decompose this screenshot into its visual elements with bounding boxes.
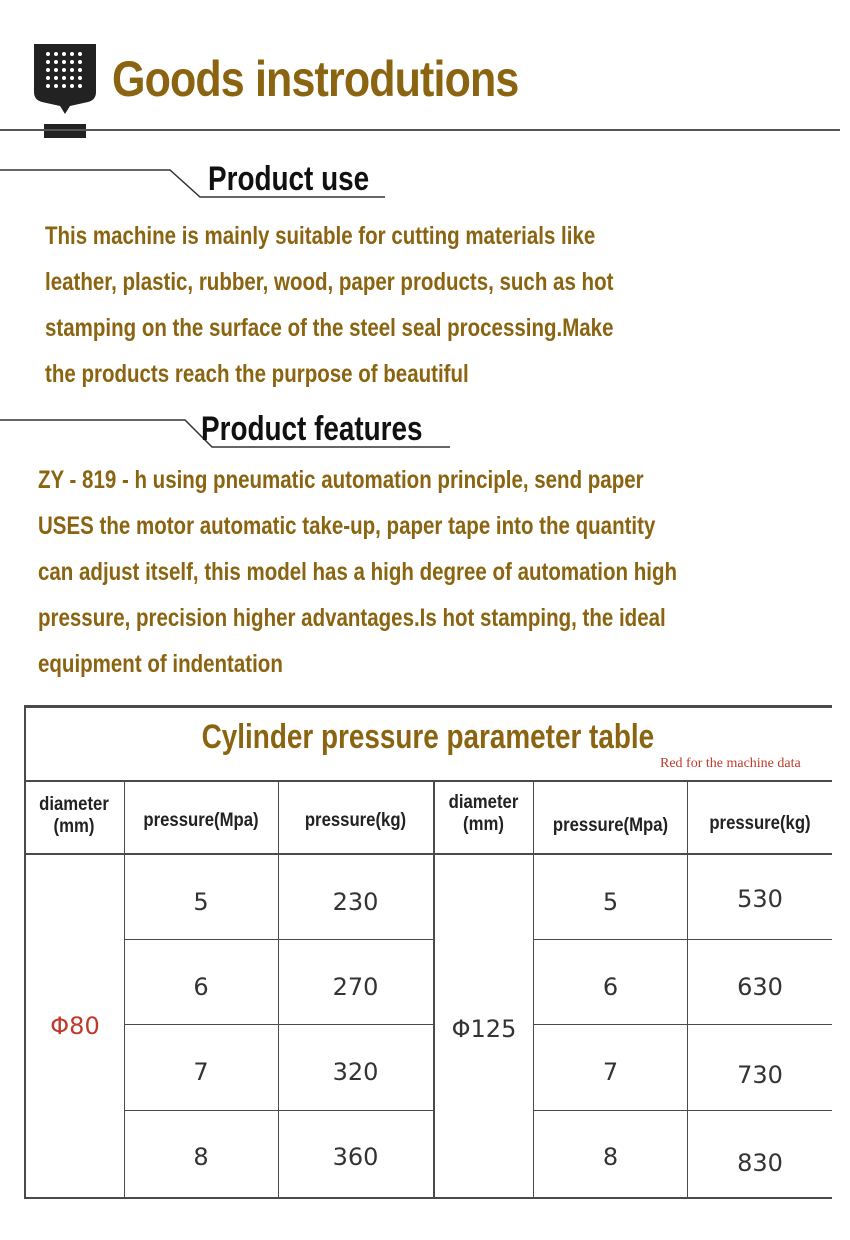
header-pressure-mpa: pressure(Mpa) <box>552 815 669 836</box>
table-rule <box>124 1024 434 1025</box>
header-divider <box>0 129 840 131</box>
diameter-cell: Φ80 <box>50 1012 100 1040</box>
table-cell-kg: 730 <box>737 1061 783 1089</box>
table-cell-kg: 360 <box>332 1143 379 1171</box>
cylinder-pressure-table <box>0 690 850 1240</box>
product-features-line: can adjust itself, this model has a high degree of automation high <box>38 558 677 586</box>
table-border-top <box>24 705 832 708</box>
table-cell-mpa: 5 <box>193 888 209 916</box>
product-features-line: equipment of indentation <box>38 650 283 678</box>
product-features-line: ZY - 819 - h using pneumatic automation principle, send paper <box>38 466 644 494</box>
header-pressure-kg: pressure(kg) <box>709 813 811 834</box>
table-cell-mpa: 6 <box>602 973 619 1001</box>
header-diameter: diameter (mm) <box>448 792 519 835</box>
table-cell-kg: 270 <box>332 973 379 1001</box>
product-features-line: pressure, precision higher advantages.Is hot stamping, the ideal <box>38 604 666 632</box>
table-cell-mpa: 7 <box>193 1058 209 1086</box>
section-heading-product-features: Product features <box>201 410 423 448</box>
product-use-line: This machine is mainly suitable for cutting materials like <box>45 222 596 250</box>
table-cell-mpa: 8 <box>193 1143 209 1171</box>
product-features-line: USES the motor automatic take-up, paper tape into the quantity <box>38 512 656 540</box>
table-note: Red for the machine data <box>660 756 801 771</box>
calendar-grid-icon <box>32 40 98 140</box>
table-rule <box>534 939 832 940</box>
product-use-line: leather, plastic, rubber, wood, paper products, such as hot <box>45 268 614 296</box>
table-cell-mpa: 8 <box>602 1143 619 1171</box>
table-col-divider <box>433 780 435 1199</box>
table-rule <box>124 939 434 940</box>
table-cell-mpa: 6 <box>193 973 209 1001</box>
table-cell-kg: 630 <box>737 973 783 1001</box>
product-use-line: stamping on the surface of the steel seal processing.Make <box>45 314 614 342</box>
table-cell-kg: 230 <box>332 888 379 916</box>
table-cell-kg: 830 <box>737 1149 783 1177</box>
table-rule <box>534 1110 832 1111</box>
product-use-line: the products reach the purpose of beautiful <box>45 360 469 388</box>
table-title: Cylinder pressure parameter table <box>201 718 655 756</box>
section-heading-product-use: Product use <box>208 160 370 198</box>
table-cell-mpa: 5 <box>602 888 619 916</box>
product-features-paragraph <box>38 457 817 687</box>
page-title: Goods instrodutions <box>112 51 519 107</box>
table-border-bottom <box>24 1197 832 1199</box>
diameter-cell: Φ125 <box>451 1015 517 1043</box>
header-pressure-mpa: pressure(Mpa) <box>143 810 259 831</box>
table-border-left <box>24 705 26 1199</box>
table-rule <box>24 853 832 855</box>
header-pressure-kg: pressure(kg) <box>304 810 407 831</box>
header-diameter: diameter (mm) <box>39 794 109 837</box>
table-rule <box>24 780 832 782</box>
table-cell-mpa: 7 <box>602 1058 619 1086</box>
table-rule <box>534 1024 832 1025</box>
table-rule <box>124 1110 434 1111</box>
table-cell-kg: 530 <box>737 885 783 913</box>
product-use-paragraph <box>45 213 738 397</box>
table-cell-kg: 320 <box>332 1058 379 1086</box>
